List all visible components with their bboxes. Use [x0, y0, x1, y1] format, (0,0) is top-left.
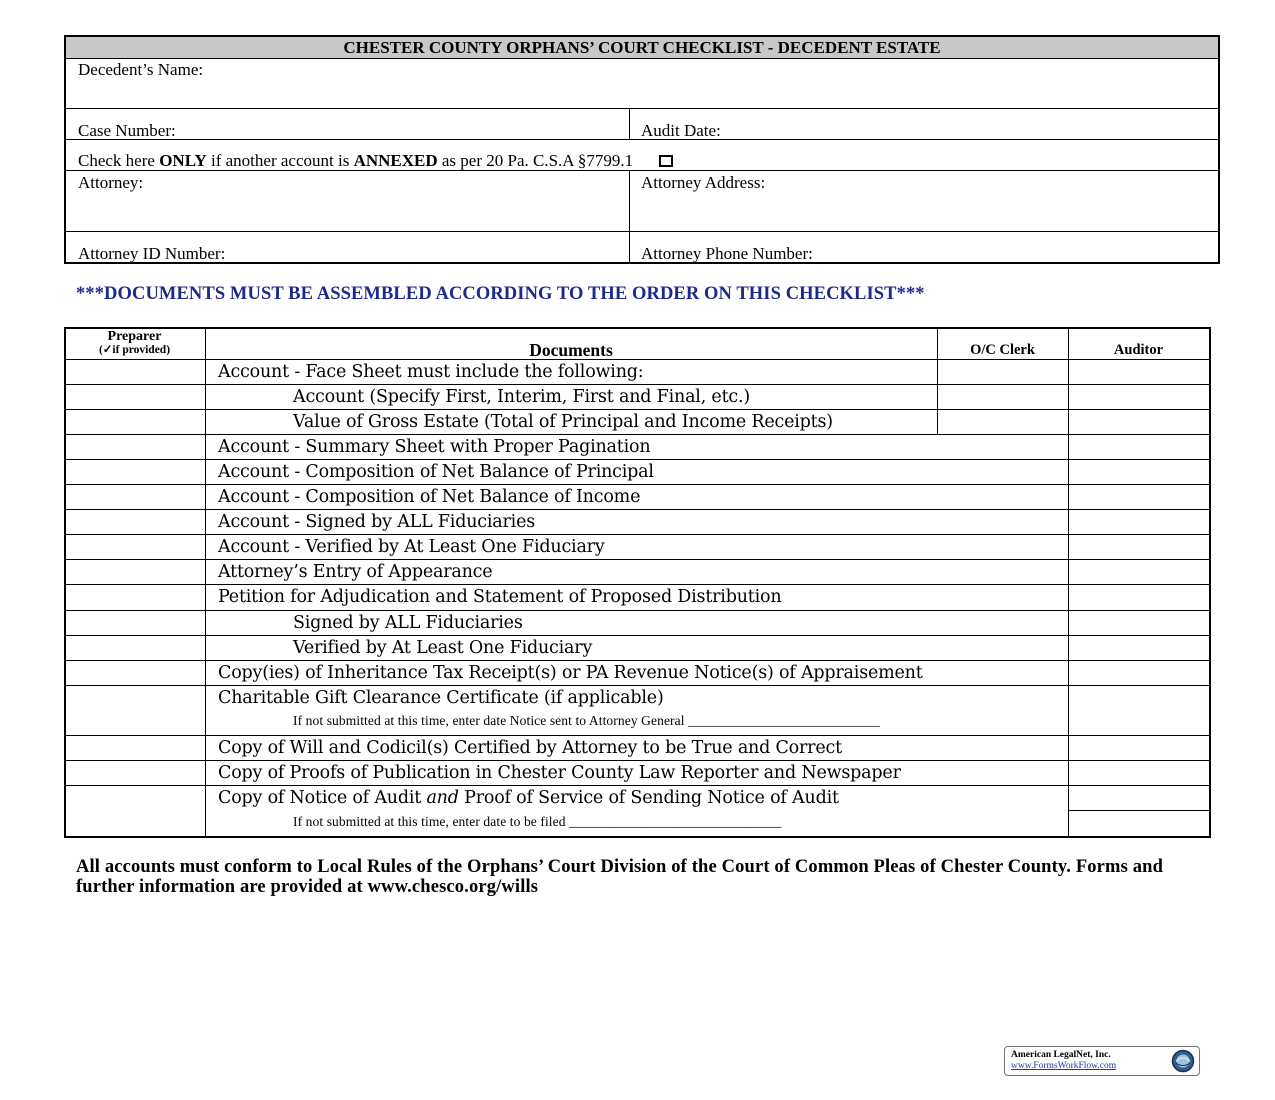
checklist-item: Verified by At Least One Fiduciary	[293, 637, 593, 658]
checklist-item: Account - Signed by ALL Fiduciaries	[218, 512, 536, 533]
auditor-check-cell[interactable]	[1069, 810, 1209, 834]
preparer-check-cell[interactable]	[66, 559, 205, 584]
auditor-check-cell[interactable]	[1069, 685, 1209, 735]
row-divider	[64, 760, 1211, 761]
checklist-item: Account - Face Sheet must include the following:	[218, 362, 644, 382]
auditor-check-cell[interactable]	[1069, 635, 1209, 660]
attorney-label: Attorney:	[78, 173, 144, 192]
checklist-item: Account - Composition of Net Balance of Principal	[218, 462, 654, 483]
checklist-item: Petition for Adjudication and Statement of Proposed Distribution	[218, 587, 782, 608]
auditor-column-header: Auditor	[1113, 342, 1164, 358]
decedent-name-label: Decedent’s Name:	[78, 60, 204, 79]
preparer-check-cell[interactable]	[66, 785, 205, 833]
auditor-check-cell[interactable]	[1069, 434, 1209, 459]
auditor-check-cell[interactable]	[1069, 409, 1209, 434]
assembly-notice: ***DOCUMENTS MUST BE ASSEMBLED ACCORDING TO THE ORDER ON THIS CHECKLIST***	[76, 284, 925, 304]
auditor-check-cell[interactable]	[1069, 584, 1209, 609]
preparer-check-cell[interactable]	[66, 409, 205, 434]
checklist-item: Copy(ies) of Inheritance Tax Receipt(s) or PA Revenue Notice(s) of Appraisement	[218, 662, 923, 683]
audit-date-label: Audit Date:	[641, 121, 721, 140]
globe-icon	[1171, 1049, 1195, 1073]
american-legalnet-logo[interactable]	[1004, 1046, 1200, 1076]
preparer-check-cell[interactable]	[66, 610, 205, 635]
preparer-check-cell[interactable]	[66, 635, 205, 660]
auditor-check-cell[interactable]	[1069, 785, 1209, 809]
auditor-check-cell[interactable]	[1069, 610, 1209, 635]
auditor-check-cell[interactable]	[1069, 534, 1209, 559]
case-info-form	[64, 35, 1220, 264]
checklist-item: Attorney’s Entry of Appearance	[218, 562, 493, 583]
documents-column-header: Documents	[529, 340, 613, 360]
row-divider	[64, 509, 1211, 510]
checklist-item: Account - Summary Sheet with Proper Pagination	[218, 437, 651, 458]
form-title: CHESTER COUNTY ORPHANS’ COURT CHECKLIST - DECEDENT ESTATE	[66, 37, 1218, 58]
row-divider	[64, 434, 1211, 435]
auditor-check-cell[interactable]	[1069, 660, 1209, 685]
annexed-checkbox-label: Check here ONLY if another account is ANNEXED as per 20 Pa. C.S.A §7799.1	[66, 151, 673, 170]
preparer-check-cell[interactable]	[66, 685, 205, 735]
attorney-address-label: Attorney Address:	[641, 173, 766, 192]
oc-clerk-check-cell[interactable]	[938, 359, 1068, 384]
checklist-item: Copy of Proofs of Publication in Chester County Law Reporter and Newspaper	[218, 762, 901, 783]
annexed-checkbox[interactable]	[659, 155, 673, 167]
auditor-check-cell[interactable]	[1069, 760, 1209, 785]
row-divider	[64, 584, 1211, 585]
auditor-check-cell[interactable]	[1069, 359, 1209, 384]
row-divider	[64, 559, 1211, 560]
auditor-check-cell[interactable]	[1069, 735, 1209, 760]
auditor-check-cell[interactable]	[1069, 484, 1209, 509]
row-divider	[64, 534, 1211, 535]
logo-company: American LegalNet, Inc.	[1011, 1050, 1111, 1060]
auditor-check-cell[interactable]	[1069, 559, 1209, 584]
auditor-check-cell[interactable]	[1069, 509, 1209, 534]
checklist-item: Copy of Notice of Audit and Proof of Service of Sending Notice of Audit	[218, 787, 839, 808]
oc-clerk-check-cell[interactable]	[938, 409, 1068, 434]
case-number-label: Case Number:	[78, 121, 176, 140]
row-divider	[64, 735, 1211, 736]
checklist-item: Copy of Will and Codicil(s) Certified by Attorney to be True and Correct	[218, 737, 842, 758]
decedent-name-field[interactable]	[266, 58, 1206, 108]
row-divider	[64, 610, 1211, 611]
preparer-check-cell[interactable]	[66, 459, 205, 484]
oc-clerk-column-header: O/C Clerk	[970, 342, 1035, 358]
attorney-phone-label: Attorney Phone Number:	[641, 244, 813, 263]
oc-clerk-check-cell[interactable]	[938, 384, 1068, 409]
attorney-id-label: Attorney ID Number:	[78, 244, 226, 263]
checklist-item: Charitable Gift Clearance Certificate (if applicable)	[218, 687, 664, 708]
checklist-item: Account - Verified by At Least One Fiduciary	[218, 537, 605, 558]
preparer-check-cell[interactable]	[66, 484, 205, 509]
logo-url[interactable]: www.FormsWorkFlow.com	[1011, 1061, 1117, 1071]
checklist-item: Signed by ALL Fiduciaries	[293, 612, 523, 633]
row-divider	[64, 685, 1211, 686]
checklist-item: Account (Specify First, Interim, First and Final, etc.)	[293, 387, 751, 408]
documents-checklist-table	[64, 327, 1211, 838]
row-divider	[64, 785, 1211, 786]
row-divider	[64, 635, 1211, 636]
preparer-check-cell[interactable]	[66, 434, 205, 459]
preparer-check-cell[interactable]	[66, 359, 205, 384]
notice-of-audit-date-note[interactable]: If not submitted at this time, enter date to be filed _______________________________	[293, 813, 782, 829]
auditor-check-cell[interactable]	[1069, 384, 1209, 409]
charitable-gift-date-note[interactable]: If not submitted at this time, enter date Notice sent to Attorney General ____________________________	[293, 712, 880, 728]
preparer-check-cell[interactable]	[66, 660, 205, 685]
preparer-check-cell[interactable]	[66, 384, 205, 409]
checklist-item: Value of Gross Estate (Total of Principal and Income Receipts)	[293, 412, 833, 433]
preparer-check-cell[interactable]	[66, 735, 205, 760]
preparer-check-cell[interactable]	[66, 760, 205, 785]
preparer-check-cell[interactable]	[66, 584, 205, 609]
row-divider	[64, 660, 1211, 661]
preparer-column-header: Preparer (✓if provided)	[98, 329, 171, 356]
preparer-check-cell[interactable]	[66, 534, 205, 559]
preparer-check-cell[interactable]	[66, 509, 205, 534]
row-divider	[64, 459, 1211, 460]
local-rules-footer: All accounts must conform to Local Rules of the Orphans’ Court Division of the Court of Common Pleas of Chester County. Forms and further information are provided at www.chesco.org/wills	[76, 857, 1164, 897]
checklist-item: Account - Composition of Net Balance of Income	[218, 487, 641, 508]
row-divider	[64, 484, 1211, 485]
auditor-check-cell[interactable]	[1069, 459, 1209, 484]
